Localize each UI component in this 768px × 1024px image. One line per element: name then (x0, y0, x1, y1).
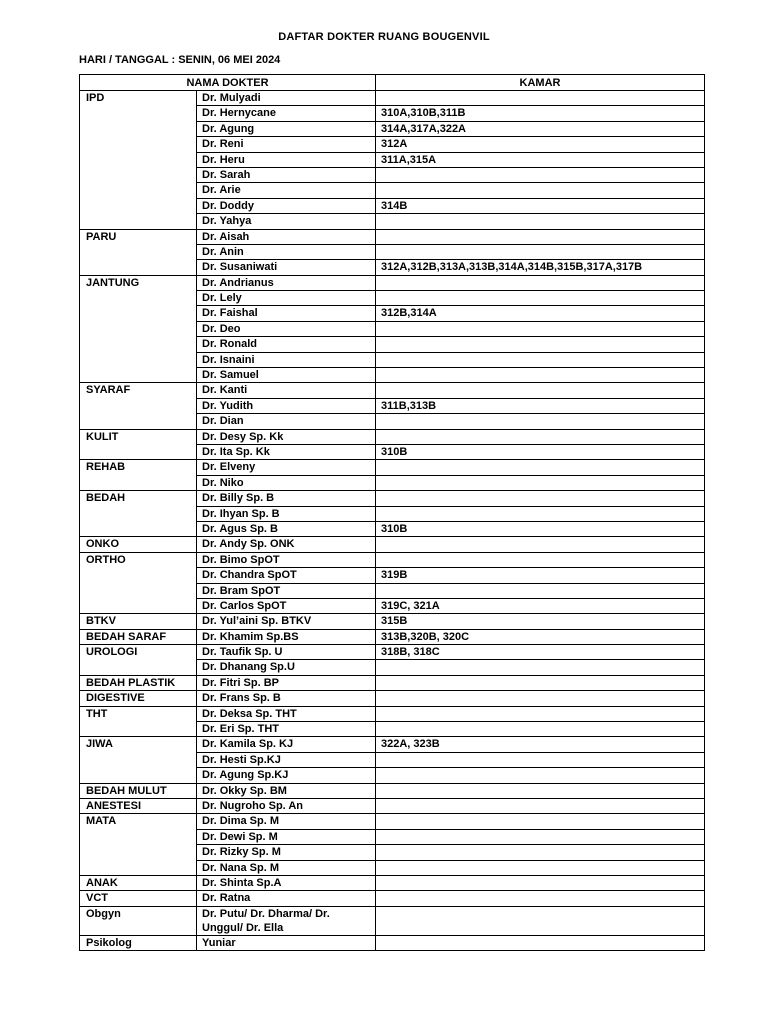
room-cell: 312B,314A (376, 306, 705, 321)
room-cell (376, 691, 705, 706)
table-body (80, 91, 705, 951)
date-line: HARI / TANGGAL : SENIN, 06 MEI 2024 (79, 54, 281, 66)
doctor-name-cell: Dr. Ihyan Sp. B (197, 506, 376, 521)
room-cell: 314A,317A,322A (376, 121, 705, 136)
doctor-name-cell: Dr. Agung (197, 121, 376, 136)
document-title: DAFTAR DOKTER RUANG BOUGENVIL (278, 31, 490, 43)
doctor-name-cell: Dr. Desy Sp. Kk (197, 429, 376, 444)
doctor-name-cell: Dr. Eri Sp. THT (197, 722, 376, 737)
specialty-cell: Obgyn (80, 906, 197, 935)
table-row (80, 814, 705, 829)
doctor-name-cell: Dr. Yudith (197, 398, 376, 413)
room-cell (376, 829, 705, 844)
doctor-name-cell: Dr. Arie (197, 183, 376, 198)
room-cell (376, 660, 705, 675)
room-cell (376, 229, 705, 244)
room-cell (376, 752, 705, 767)
specialty-cell: BEDAH SARAF (80, 629, 197, 644)
specialty-cell: JANTUNG (80, 275, 197, 383)
doctor-name-cell: Dr. Isnaini (197, 352, 376, 367)
room-cell (376, 91, 705, 106)
doctor-name-cell: Dr. Heru (197, 152, 376, 167)
room-cell (376, 383, 705, 398)
doctor-name-cell: Dr. Carlos SpOT (197, 598, 376, 613)
specialty-cell: BEDAH PLASTIK (80, 675, 197, 690)
room-cell: 319C, 321A (376, 598, 705, 613)
doctor-name-cell: Dr. Dhanang Sp.U (197, 660, 376, 675)
room-cell (376, 368, 705, 383)
table-row (80, 429, 705, 444)
doctor-name-cell: Dr. Anin (197, 244, 376, 259)
room-cell (376, 491, 705, 506)
table-row (80, 537, 705, 552)
room-cell: 311A,315A (376, 152, 705, 167)
table-row (80, 706, 705, 721)
doctor-name-cell: Dr. Agus Sp. B (197, 521, 376, 536)
header-doctor-name: NAMA DOKTER (80, 75, 376, 91)
doctor-name-cell: Dr. Niko (197, 475, 376, 490)
table-row (80, 645, 705, 660)
room-cell (376, 167, 705, 182)
room-cell (376, 352, 705, 367)
room-cell: 312A,312B,313A,313B,314A,314B,315B,317A,317B (376, 260, 705, 275)
specialty-cell: DIGESTIVE (80, 691, 197, 706)
room-cell (376, 214, 705, 229)
doctor-name-cell: Dr. Lely (197, 291, 376, 306)
specialty-cell: ONKO (80, 537, 197, 552)
doctor-name-cell: Dr. Chandra SpOT (197, 568, 376, 583)
doctor-name-cell: Dr. Samuel (197, 368, 376, 383)
doctor-name-cell: Dr. Bram SpOT (197, 583, 376, 598)
header-room: KAMAR (376, 75, 705, 91)
doctor-name-cell: Dr. Susaniwati (197, 260, 376, 275)
room-cell (376, 583, 705, 598)
table-row (80, 491, 705, 506)
room-cell (376, 475, 705, 490)
doctor-name-cell: Dr. Taufik Sp. U (197, 645, 376, 660)
table-row (80, 691, 705, 706)
doctor-name-cell: Yuniar (197, 935, 376, 950)
specialty-cell: JIWA (80, 737, 197, 783)
specialty-cell: PARU (80, 229, 197, 275)
specialty-cell: MATA (80, 814, 197, 876)
doctor-name-cell: Dr. Billy Sp. B (197, 491, 376, 506)
table-row (80, 935, 705, 950)
room-cell: 319B (376, 568, 705, 583)
doctor-name-cell: Dr. Deo (197, 321, 376, 336)
room-cell (376, 935, 705, 950)
doctor-name-cell: Dr. Dian (197, 414, 376, 429)
table-row (80, 737, 705, 752)
doctor-name-cell: Dr. Fitri Sp. BP (197, 675, 376, 690)
doctor-name-cell: Dr. Khamim Sp.BS (197, 629, 376, 644)
doctor-name-cell: Dr. Dima Sp. M (197, 814, 376, 829)
specialty-cell: ANESTESI (80, 798, 197, 813)
doctor-roster-table (79, 74, 705, 951)
table-row (80, 875, 705, 890)
table-header-row (80, 75, 705, 91)
room-cell (376, 275, 705, 290)
room-cell (376, 906, 705, 935)
room-cell: 311B,313B (376, 398, 705, 413)
table-row (80, 906, 705, 935)
specialty-cell: BEDAH MULUT (80, 783, 197, 798)
doctor-name-cell: Dr. Ita Sp. Kk (197, 444, 376, 459)
doctor-name-cell: Dr. Reni (197, 137, 376, 152)
room-cell (376, 814, 705, 829)
room-cell (376, 414, 705, 429)
room-cell: 322A, 323B (376, 737, 705, 752)
table-row (80, 675, 705, 690)
table-row (80, 91, 705, 106)
room-cell (376, 891, 705, 906)
doctor-name-cell: Dr. Mulyadi (197, 91, 376, 106)
room-cell (376, 321, 705, 336)
room-cell (376, 460, 705, 475)
doctor-name-cell: Dr. Doddy (197, 198, 376, 213)
room-cell (376, 768, 705, 783)
room-cell (376, 675, 705, 690)
table-row (80, 275, 705, 290)
room-cell (376, 183, 705, 198)
doctor-name-cell: Dr. Rizky Sp. M (197, 845, 376, 860)
room-cell (376, 291, 705, 306)
doctor-name-cell: Dr. Aisah (197, 229, 376, 244)
room-cell (376, 429, 705, 444)
doctor-name-cell: Dr. Hernycane (197, 106, 376, 121)
table-row (80, 798, 705, 813)
room-cell (376, 537, 705, 552)
room-cell: 310B (376, 521, 705, 536)
room-cell: 314B (376, 198, 705, 213)
table-row (80, 891, 705, 906)
doctor-name-cell: Dr. Faishal (197, 306, 376, 321)
table-row (80, 552, 705, 567)
table-row (80, 783, 705, 798)
table-row (80, 614, 705, 629)
specialty-cell: KULIT (80, 429, 197, 460)
room-cell (376, 860, 705, 875)
doctor-name-cell: Dr. Bimo SpOT (197, 552, 376, 567)
specialty-cell: Psikolog (80, 935, 197, 950)
specialty-cell: REHAB (80, 460, 197, 491)
room-cell: 313B,320B, 320C (376, 629, 705, 644)
specialty-cell: THT (80, 706, 197, 737)
doctor-name-cell: Dr. Yul’aini Sp. BTKV (197, 614, 376, 629)
doctor-name-cell: Dr. Nugroho Sp. An (197, 798, 376, 813)
doctor-name-cell: Dr. Kamila Sp. KJ (197, 737, 376, 752)
room-cell (376, 798, 705, 813)
specialty-cell: ANAK (80, 875, 197, 890)
room-cell: 318B, 318C (376, 645, 705, 660)
doctor-name-cell: Dr. Okky Sp. BM (197, 783, 376, 798)
table-row (80, 629, 705, 644)
table-row (80, 460, 705, 475)
doctor-name-cell: Dr. Andrianus (197, 275, 376, 290)
doctor-name-cell: Dr. Kanti (197, 383, 376, 398)
room-cell: 310A,310B,311B (376, 106, 705, 121)
table-row (80, 383, 705, 398)
doctor-name-cell: Dr. Ratna (197, 891, 376, 906)
specialty-cell: IPD (80, 91, 197, 230)
doctor-name-cell: Dr. Hesti Sp.KJ (197, 752, 376, 767)
doctor-name-cell: Dr. Yahya (197, 214, 376, 229)
specialty-cell: UROLOGI (80, 645, 197, 676)
doctor-name-cell: Dr. Dewi Sp. M (197, 829, 376, 844)
room-cell: 312A (376, 137, 705, 152)
specialty-cell: ORTHO (80, 552, 197, 614)
specialty-cell: BEDAH (80, 491, 197, 537)
room-cell (376, 506, 705, 521)
room-cell (376, 783, 705, 798)
specialty-cell: SYARAF (80, 383, 197, 429)
doctor-name-cell: Dr. Agung Sp.KJ (197, 768, 376, 783)
room-cell (376, 875, 705, 890)
doctor-name-cell: Dr. Elveny (197, 460, 376, 475)
room-cell (376, 337, 705, 352)
doctor-name-cell: Dr. Ronald (197, 337, 376, 352)
room-cell: 310B (376, 444, 705, 459)
room-cell (376, 552, 705, 567)
doctor-name-cell: Dr. Nana Sp. M (197, 860, 376, 875)
specialty-cell: BTKV (80, 614, 197, 629)
room-cell (376, 706, 705, 721)
doctor-name-cell: Dr. Putu/ Dr. Dharma/ Dr. Unggul/ Dr. Ella (197, 906, 376, 935)
room-cell (376, 244, 705, 259)
table-row (80, 229, 705, 244)
doctor-name-cell: Dr. Sarah (197, 167, 376, 182)
room-cell (376, 722, 705, 737)
room-cell: 315B (376, 614, 705, 629)
doctor-name-cell: Dr. Deksa Sp. THT (197, 706, 376, 721)
doctor-name-cell: Dr. Frans Sp. B (197, 691, 376, 706)
room-cell (376, 845, 705, 860)
specialty-cell: VCT (80, 891, 197, 906)
doctor-name-cell: Dr. Shinta Sp.A (197, 875, 376, 890)
doctor-name-cell: Dr. Andy Sp. ONK (197, 537, 376, 552)
